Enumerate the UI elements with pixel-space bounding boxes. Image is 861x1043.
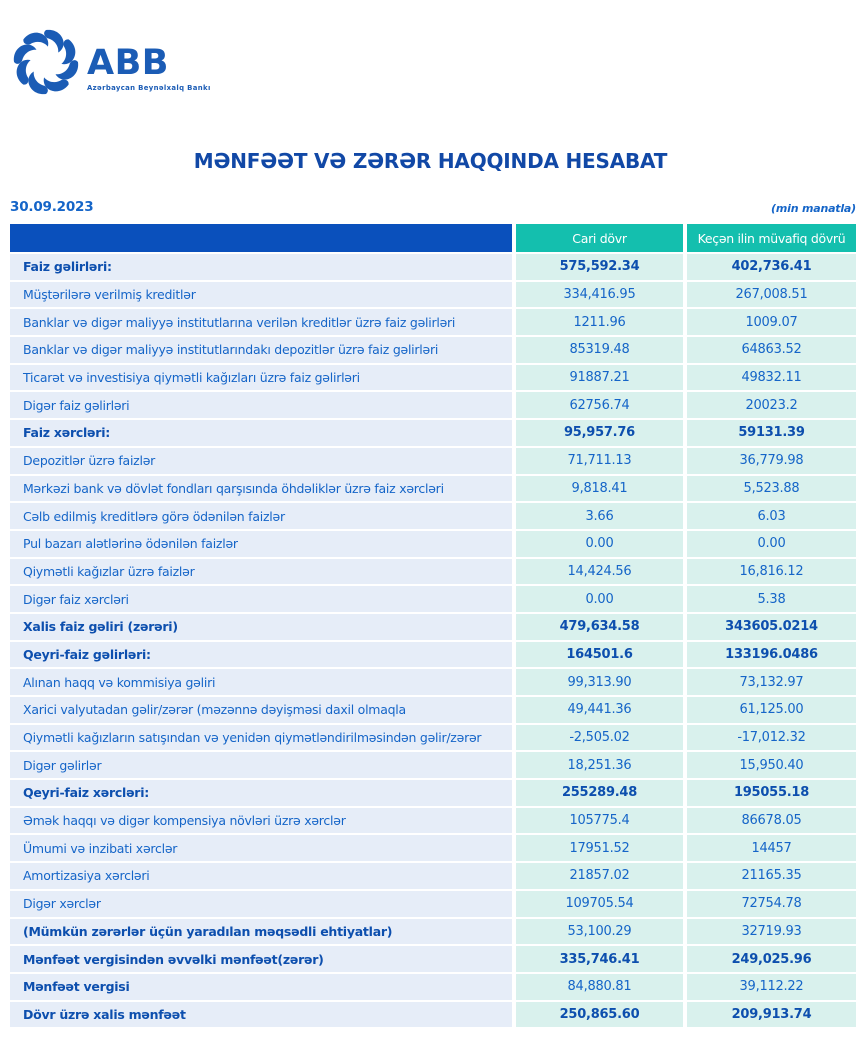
table-row <box>10 946 856 972</box>
table-row <box>10 586 856 612</box>
row-label: Əmək haqqı və digər kompensiya növləri üzrə xərclər <box>10 808 512 834</box>
table-row <box>10 752 856 778</box>
table-row <box>10 642 856 668</box>
table-row <box>10 725 856 751</box>
row-label: Banklar və digər maliyyə institutlarındakı depozitlər üzrə faiz gəlirləri <box>10 337 512 363</box>
row-label: Mərkəzi bank və dövlət fondları qarşısında öhdəliklər üzrə faiz xərcləri <box>10 476 512 502</box>
row-value-previous: 5,523.88 <box>687 476 856 502</box>
row-label: Qeyri-faiz xərcləri: <box>10 780 512 806</box>
row-value-current: 91887.21 <box>516 365 683 391</box>
table-row <box>10 309 856 335</box>
row-value-previous: 249,025.96 <box>687 946 856 972</box>
row-value-previous: -17,012.32 <box>687 725 856 751</box>
table-row <box>10 974 856 1000</box>
row-value-previous: 86678.05 <box>687 808 856 834</box>
table-row <box>10 835 856 861</box>
unit-note: (min manatla) <box>771 202 856 215</box>
table-row <box>10 863 856 889</box>
row-value-previous: 64863.52 <box>687 337 856 363</box>
table-row <box>10 476 856 502</box>
page-title: MƏNFƏƏT VƏ ZƏRƏR HAQQINDA HESABAT <box>193 149 668 173</box>
row-value-previous: 6.03 <box>687 503 856 529</box>
table-row <box>10 697 856 723</box>
row-label: Alınan haqq və kommisiya gəliri <box>10 669 512 695</box>
table-row <box>10 919 856 945</box>
row-value-current: -2,505.02 <box>516 725 683 751</box>
row-value-current: 0.00 <box>516 586 683 612</box>
row-label: Müştərilərə verilmiş kreditlər <box>10 282 512 308</box>
row-value-current: 479,634.58 <box>516 614 683 640</box>
row-label: Banklar və digər maliyyə institutlarına verilən kreditlər üzrə faiz gəlirləri <box>10 309 512 335</box>
header-cell-current-period: Cari dövr <box>516 224 683 252</box>
row-value-current: 71,711.13 <box>516 448 683 474</box>
row-value-previous: 0.00 <box>687 531 856 557</box>
row-value-current: 84,880.81 <box>516 974 683 1000</box>
table-row <box>10 254 856 280</box>
row-label: Qiymətli kağızların satışından və yenidən qiymətləndirilməsindən gəlir/zərər <box>10 725 512 751</box>
report-date: 30.09.2023 <box>10 199 94 215</box>
table-body <box>10 254 856 1027</box>
row-label: Xalis faiz gəliri (zərəri) <box>10 614 512 640</box>
row-value-current: 105775.4 <box>516 808 683 834</box>
row-value-previous: 209,913.74 <box>687 1002 856 1028</box>
row-label: Digər gəlirlər <box>10 752 512 778</box>
row-value-current: 95,957.76 <box>516 420 683 446</box>
table-row <box>10 780 856 806</box>
row-value-current: 250,865.60 <box>516 1002 683 1028</box>
table-row <box>10 669 856 695</box>
row-value-previous: 61,125.00 <box>687 697 856 723</box>
row-value-previous: 133196.0486 <box>687 642 856 668</box>
row-label: Faiz gəlirləri: <box>10 254 512 280</box>
row-value-current: 21857.02 <box>516 863 683 889</box>
table-row <box>10 420 856 446</box>
table-row <box>10 891 856 917</box>
table-row <box>10 559 856 585</box>
row-value-previous: 16,816.12 <box>687 559 856 585</box>
row-label: Ümumi və inzibati xərclər <box>10 835 512 861</box>
table-row <box>10 614 856 640</box>
row-value-current: 99,313.90 <box>516 669 683 695</box>
row-label: Dövr üzrə xalis mənfəət <box>10 1002 512 1028</box>
row-label: Xarici valyutadan gəlir/zərər (məzənnə dəyişməsi daxil olmaqla <box>10 697 512 723</box>
row-value-current: 53,100.29 <box>516 919 683 945</box>
row-value-previous: 72754.78 <box>687 891 856 917</box>
row-value-current: 14,424.56 <box>516 559 683 585</box>
row-label: (Mümkün zərərlər üçün yaradılan məqsədli ehtiyatlar) <box>10 919 512 945</box>
row-value-current: 109705.54 <box>516 891 683 917</box>
row-value-previous: 20023.2 <box>687 392 856 418</box>
row-value-previous: 195055.18 <box>687 780 856 806</box>
row-label: Digər faiz xərcləri <box>10 586 512 612</box>
table-row <box>10 503 856 529</box>
row-value-previous: 59131.39 <box>687 420 856 446</box>
table-header-row <box>10 224 856 252</box>
table-row <box>10 448 856 474</box>
row-value-previous: 402,736.41 <box>687 254 856 280</box>
table-row <box>10 392 856 418</box>
row-value-previous: 49832.11 <box>687 365 856 391</box>
row-label: Qeyri-faiz gəlirləri: <box>10 642 512 668</box>
table-row <box>10 365 856 391</box>
row-value-previous: 1009.07 <box>687 309 856 335</box>
row-value-current: 255289.48 <box>516 780 683 806</box>
row-value-previous: 14457 <box>687 835 856 861</box>
row-value-current: 334,416.95 <box>516 282 683 308</box>
row-value-previous: 21165.35 <box>687 863 856 889</box>
row-value-previous: 15,950.40 <box>687 752 856 778</box>
table-row <box>10 1002 856 1028</box>
row-value-current: 62756.74 <box>516 392 683 418</box>
row-label: Amortizasiya xərcləri <box>10 863 512 889</box>
row-label: Mənfəət vergisindən əvvəlki mənfəət(zərər) <box>10 946 512 972</box>
row-value-current: 335,746.41 <box>516 946 683 972</box>
row-value-previous: 5.38 <box>687 586 856 612</box>
row-value-current: 9,818.41 <box>516 476 683 502</box>
meta-row <box>10 199 856 215</box>
brand-text <box>87 28 211 92</box>
row-value-current: 49,441.36 <box>516 697 683 723</box>
table-row <box>10 337 856 363</box>
row-label: Qiymətli kağızlar üzrə faizlər <box>10 559 512 585</box>
row-value-previous: 267,008.51 <box>687 282 856 308</box>
table-row <box>10 531 856 557</box>
row-label: Faiz xərcləri: <box>10 420 512 446</box>
row-value-current: 164501.6 <box>516 642 683 668</box>
header-cell-previous-period: Keçən ilin müvafiq dövrü <box>687 224 856 252</box>
abb-swirl-icon <box>12 28 80 96</box>
row-value-current: 17951.52 <box>516 835 683 861</box>
brand-block <box>12 28 211 96</box>
row-value-previous: 36,779.98 <box>687 448 856 474</box>
row-label: Digər faiz gəlirləri <box>10 392 512 418</box>
row-value-previous: 32719.93 <box>687 919 856 945</box>
row-value-previous: 343605.0214 <box>687 614 856 640</box>
brand-name: ABB <box>87 43 169 83</box>
row-label: Depozitlər üzrə faizlər <box>10 448 512 474</box>
row-value-current: 1211.96 <box>516 309 683 335</box>
row-value-current: 575,592.34 <box>516 254 683 280</box>
row-label: Cəlb edilmiş kreditlərə görə ödənilən faizlər <box>10 503 512 529</box>
row-value-current: 3.66 <box>516 503 683 529</box>
row-value-previous: 39,112.22 <box>687 974 856 1000</box>
row-label: Ticarət və investisiya qiymətli kağızları üzrə faiz gəlirləri <box>10 365 512 391</box>
pnl-table <box>10 224 856 1029</box>
header-cell-empty <box>10 224 512 252</box>
brand-subtitle: Azərbaycan Beynəlxalq Bankı <box>87 84 211 92</box>
row-value-current: 0.00 <box>516 531 683 557</box>
table-row <box>10 282 856 308</box>
row-value-previous: 73,132.97 <box>687 669 856 695</box>
row-label: Digər xərclər <box>10 891 512 917</box>
row-value-current: 18,251.36 <box>516 752 683 778</box>
table-row <box>10 808 856 834</box>
row-label: Mənfəət vergisi <box>10 974 512 1000</box>
row-value-current: 85319.48 <box>516 337 683 363</box>
row-label: Pul bazarı alətlərinə ödənilən faizlər <box>10 531 512 557</box>
